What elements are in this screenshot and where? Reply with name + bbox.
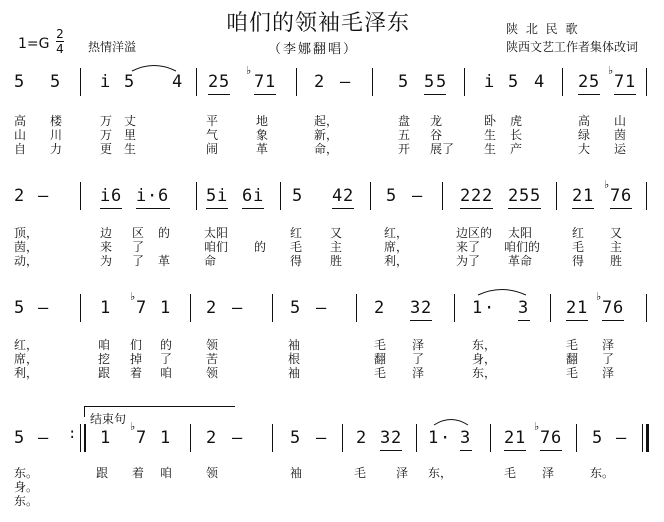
note: 5 bbox=[292, 186, 303, 206]
note: i bbox=[217, 186, 228, 206]
lyric: 自 bbox=[14, 142, 27, 156]
underline bbox=[254, 94, 276, 95]
dash: – bbox=[316, 298, 327, 318]
dash: – bbox=[316, 428, 327, 448]
lyric: 着 bbox=[130, 366, 143, 380]
flat-sign: ♭ bbox=[604, 178, 610, 191]
note: i bbox=[136, 186, 147, 206]
lyric: 领 bbox=[206, 338, 219, 352]
note: 5 bbox=[424, 72, 435, 92]
lyric: 东， bbox=[472, 338, 497, 352]
lyric: 地 bbox=[256, 114, 269, 128]
note: 2 bbox=[343, 186, 354, 206]
lyric: 苦 bbox=[206, 352, 219, 366]
barline bbox=[80, 424, 81, 452]
lyric: 顶， bbox=[14, 226, 39, 240]
lyric: 泽 bbox=[412, 338, 425, 352]
lyric: 身， bbox=[472, 352, 497, 366]
note: 2 bbox=[356, 428, 367, 448]
dash: – bbox=[616, 428, 627, 448]
note: 5 bbox=[508, 72, 519, 92]
song-title: 咱们的领袖毛泽东 bbox=[226, 11, 411, 36]
barline bbox=[642, 424, 643, 452]
lyric: 高 bbox=[578, 114, 591, 128]
note: 1 bbox=[577, 298, 588, 318]
lyric: 生 bbox=[484, 128, 497, 142]
time-signature bbox=[56, 28, 64, 55]
lyric: 毛 bbox=[290, 240, 303, 254]
lyric: 咱 bbox=[160, 366, 173, 380]
lyric: 毛 bbox=[374, 338, 387, 352]
note: 2 bbox=[572, 186, 583, 206]
lyric: 太阳 bbox=[204, 226, 229, 240]
lyric: 红， bbox=[14, 338, 39, 352]
note: i bbox=[484, 72, 495, 92]
lyric: 象 bbox=[256, 128, 269, 142]
note: 7 bbox=[540, 428, 551, 448]
barline bbox=[372, 68, 373, 96]
note: 2 bbox=[566, 298, 577, 318]
repeat-dots: : bbox=[68, 426, 77, 442]
lyric: 边区的 bbox=[456, 226, 493, 240]
lyric: 开 bbox=[398, 142, 411, 156]
barline bbox=[196, 68, 197, 96]
note: 3 bbox=[410, 298, 421, 318]
lyric: 运 bbox=[614, 142, 627, 156]
lyric: 席， bbox=[14, 352, 39, 366]
lyric: 五 bbox=[398, 128, 411, 142]
lyric: 身。 bbox=[14, 480, 39, 494]
lyric: 跟 bbox=[98, 366, 111, 380]
note: 5 bbox=[206, 186, 217, 206]
underline bbox=[380, 450, 402, 451]
note: 3 bbox=[460, 428, 471, 448]
lyric: 根 bbox=[288, 352, 301, 366]
lyric: 们 bbox=[130, 338, 143, 352]
lyric: 咱 bbox=[98, 338, 111, 352]
lyric: 咱们的 bbox=[504, 240, 541, 254]
lyric: 的 bbox=[158, 226, 171, 240]
note: 5 bbox=[219, 72, 230, 92]
slur bbox=[130, 62, 178, 72]
barline bbox=[80, 68, 81, 96]
barline bbox=[80, 294, 81, 322]
time-signature-bottom: 4 bbox=[56, 42, 64, 56]
lyric: 胜 bbox=[330, 254, 343, 268]
lyric: 挖 bbox=[98, 352, 111, 366]
lyric: 高 bbox=[14, 114, 27, 128]
note: 5 bbox=[398, 72, 409, 92]
flat-sign: ♭ bbox=[534, 420, 540, 433]
lyric: 大 bbox=[578, 142, 591, 156]
barline bbox=[454, 294, 455, 322]
lyric: 为了 bbox=[456, 254, 481, 268]
note: 2 bbox=[421, 298, 432, 318]
lyric: 泽 bbox=[602, 338, 615, 352]
note: 5 bbox=[124, 72, 135, 92]
underline bbox=[206, 208, 228, 209]
lyric: 毛 bbox=[572, 240, 585, 254]
lyric: 了 bbox=[132, 254, 145, 268]
lyric: 毛 bbox=[566, 338, 579, 352]
underline bbox=[136, 208, 170, 209]
lyric: 更 bbox=[100, 142, 113, 156]
lyric: 龙 bbox=[430, 114, 443, 128]
note: 5 bbox=[14, 428, 25, 448]
underline bbox=[410, 320, 432, 321]
lyric: 袖 bbox=[288, 338, 301, 352]
final-barline bbox=[646, 424, 649, 452]
flat-sign: ♭ bbox=[130, 420, 136, 433]
underline bbox=[614, 94, 636, 95]
lyric: 革 bbox=[256, 142, 269, 156]
lyric: 了 bbox=[160, 352, 173, 366]
note: 4 bbox=[332, 186, 343, 206]
note: 1 bbox=[100, 298, 111, 318]
note: 1 bbox=[515, 428, 526, 448]
barline bbox=[562, 68, 563, 96]
note: 1 bbox=[625, 72, 636, 92]
note: 5 bbox=[290, 298, 301, 318]
barline bbox=[342, 424, 343, 452]
dash: – bbox=[38, 298, 49, 318]
dash: – bbox=[340, 72, 351, 92]
lyric: 丈 bbox=[124, 114, 137, 128]
note: 4 bbox=[172, 72, 183, 92]
lyric: 毛 bbox=[374, 366, 387, 380]
lyric: 命 bbox=[204, 254, 217, 268]
note: 2 bbox=[391, 428, 402, 448]
lyric: 动， bbox=[14, 254, 39, 268]
flat-sign: ♭ bbox=[246, 64, 252, 77]
singer-credit: （李娜翻唱） bbox=[268, 42, 359, 57]
lyric: 长 bbox=[510, 128, 523, 142]
lyric: 了 bbox=[602, 352, 615, 366]
lyricist-credit: 陕西文艺工作者集体改词 bbox=[506, 40, 639, 54]
lyric: 万 bbox=[100, 114, 113, 128]
dot: · bbox=[440, 428, 451, 448]
lyric: 东。 bbox=[14, 466, 39, 480]
lyric: 里 bbox=[124, 128, 137, 142]
lyric: 新， bbox=[314, 128, 339, 142]
dash: – bbox=[412, 186, 423, 206]
lyric: 东。 bbox=[14, 494, 39, 508]
lyric: 咱 bbox=[160, 466, 173, 480]
underline bbox=[518, 320, 530, 321]
note: 2 bbox=[460, 186, 471, 206]
lyric: 袖 bbox=[288, 366, 301, 380]
note: i bbox=[253, 186, 264, 206]
underline bbox=[566, 320, 588, 321]
note: 1 bbox=[583, 186, 594, 206]
lyric: 毛 bbox=[504, 466, 517, 480]
barline bbox=[464, 68, 465, 96]
lyric: 山 bbox=[14, 128, 27, 142]
note: 2 bbox=[14, 186, 25, 206]
note: 5 bbox=[436, 72, 447, 92]
lyric: 领 bbox=[206, 466, 219, 480]
underline bbox=[540, 450, 562, 451]
flat-sign: ♭ bbox=[608, 64, 614, 77]
underline bbox=[460, 208, 493, 209]
lyric: 东， bbox=[428, 466, 453, 480]
underline bbox=[100, 208, 122, 209]
note: 5 bbox=[386, 186, 397, 206]
lyric: 红 bbox=[290, 226, 303, 240]
tempo-marking: 热情洋溢 bbox=[88, 40, 137, 54]
dot: · bbox=[484, 298, 495, 318]
underline bbox=[208, 94, 230, 95]
barline bbox=[550, 294, 551, 322]
lyric: 泽 bbox=[396, 466, 409, 480]
underline bbox=[424, 94, 446, 95]
underline bbox=[504, 450, 526, 451]
underline bbox=[578, 94, 600, 95]
barline bbox=[272, 294, 273, 322]
lyric: 了 bbox=[132, 240, 145, 254]
lyric: 产 bbox=[510, 142, 523, 156]
lyric: 万 bbox=[100, 128, 113, 142]
note: i bbox=[100, 186, 111, 206]
lyric: 生 bbox=[124, 142, 137, 156]
barline-thick bbox=[84, 424, 86, 452]
note: 6 bbox=[111, 186, 122, 206]
note: 5 bbox=[50, 72, 61, 92]
barline bbox=[416, 424, 417, 452]
lyric: 平 bbox=[206, 114, 219, 128]
underline bbox=[610, 208, 632, 209]
note: 5 bbox=[519, 186, 530, 206]
lyric: 来 bbox=[100, 240, 113, 254]
underline bbox=[572, 208, 594, 209]
note: 5 bbox=[14, 298, 25, 318]
lyric: 力 bbox=[50, 142, 63, 156]
lyric: 胜 bbox=[610, 254, 623, 268]
note: 4 bbox=[534, 72, 545, 92]
lyric: 泽 bbox=[602, 366, 615, 380]
lyric: 茵， bbox=[14, 240, 39, 254]
underline bbox=[602, 320, 624, 321]
barline bbox=[646, 68, 647, 96]
origin-credit: 陕 北 民 歌 bbox=[506, 22, 580, 36]
lyric: 又 bbox=[330, 226, 343, 240]
underline bbox=[332, 208, 354, 209]
barline bbox=[272, 424, 273, 452]
lyric: 革 bbox=[158, 254, 171, 268]
lyric: 席， bbox=[384, 240, 409, 254]
barline bbox=[576, 424, 577, 452]
note: 7 bbox=[254, 72, 265, 92]
note: 1 bbox=[428, 428, 439, 448]
lyric: 区 bbox=[132, 226, 145, 240]
lyric: 翻 bbox=[566, 352, 579, 366]
key-signature: 1=G bbox=[18, 36, 50, 52]
lyric: 边 bbox=[100, 226, 113, 240]
note: 2 bbox=[208, 72, 219, 92]
note: 3 bbox=[380, 428, 391, 448]
slur bbox=[432, 416, 470, 426]
barline bbox=[490, 424, 491, 452]
note: 2 bbox=[578, 72, 589, 92]
barline bbox=[646, 294, 647, 322]
barline bbox=[296, 68, 297, 96]
lyric: 卧 bbox=[484, 114, 497, 128]
lyric: 虎 bbox=[510, 114, 523, 128]
lyric: 袖 bbox=[290, 466, 303, 480]
flat-sign: ♭ bbox=[130, 290, 136, 303]
lyric: 起， bbox=[314, 114, 339, 128]
lyric: 绿 bbox=[578, 128, 591, 142]
lyric: 山 bbox=[614, 114, 627, 128]
note: 2 bbox=[374, 298, 385, 318]
lyric: 主 bbox=[330, 240, 343, 254]
ending-label: 结束句 bbox=[90, 412, 127, 426]
note: 7 bbox=[602, 298, 613, 318]
lyric: 革命 bbox=[508, 254, 533, 268]
lyric: 为 bbox=[100, 254, 113, 268]
note: 1 bbox=[472, 298, 483, 318]
note: 6 bbox=[613, 298, 624, 318]
lyric: 领 bbox=[206, 366, 219, 380]
flat-sign: ♭ bbox=[596, 290, 602, 303]
lyric: 命， bbox=[314, 142, 339, 156]
lyric: 太阳 bbox=[508, 226, 533, 240]
barline bbox=[80, 182, 81, 210]
underline bbox=[242, 208, 264, 209]
barline bbox=[556, 182, 557, 210]
lyric: 生 bbox=[484, 142, 497, 156]
note: 5 bbox=[530, 186, 541, 206]
barline bbox=[190, 424, 191, 452]
note: 3 bbox=[518, 298, 529, 318]
barline bbox=[356, 294, 357, 322]
note: 2 bbox=[314, 72, 325, 92]
lyric: 茵 bbox=[614, 128, 627, 142]
lyric: 毛 bbox=[354, 466, 367, 480]
barline bbox=[280, 182, 281, 210]
lyric: 跟 bbox=[96, 466, 109, 480]
lyric: 着 bbox=[132, 466, 145, 480]
dash: – bbox=[38, 428, 49, 448]
lyric: 气 bbox=[206, 128, 219, 142]
time-signature-top: 2 bbox=[56, 27, 64, 41]
lyric: 展了 bbox=[430, 142, 455, 156]
note: 1 bbox=[160, 298, 171, 318]
note: 5 bbox=[592, 428, 603, 448]
lyric: 的 bbox=[254, 240, 267, 254]
underline bbox=[508, 208, 541, 209]
underline bbox=[460, 450, 472, 451]
lyric: 红 bbox=[572, 226, 585, 240]
lyric: 利， bbox=[384, 254, 409, 268]
lyric: 川 bbox=[50, 128, 63, 142]
note: 2 bbox=[206, 298, 217, 318]
lyric: 掉 bbox=[130, 352, 143, 366]
note: 1 bbox=[160, 428, 171, 448]
note: 2 bbox=[508, 186, 519, 206]
lyric: 了 bbox=[412, 352, 425, 366]
lyric: 东。 bbox=[590, 466, 615, 480]
lyric: 翻 bbox=[374, 352, 387, 366]
lyric: 红， bbox=[384, 226, 409, 240]
dash: – bbox=[232, 298, 243, 318]
lyric: 的 bbox=[160, 338, 173, 352]
barline bbox=[646, 182, 647, 210]
note: 2 bbox=[482, 186, 493, 206]
note: 6 bbox=[551, 428, 562, 448]
lyric: 利， bbox=[14, 366, 39, 380]
note: 2 bbox=[504, 428, 515, 448]
dash: – bbox=[38, 186, 49, 206]
barline bbox=[442, 182, 443, 210]
note: 7 bbox=[614, 72, 625, 92]
lyric: 盘 bbox=[398, 114, 411, 128]
lyric: 得 bbox=[290, 254, 303, 268]
barline bbox=[196, 182, 197, 210]
lyric: 泽 bbox=[412, 366, 425, 380]
lyric: 毛 bbox=[566, 366, 579, 380]
barline bbox=[370, 182, 371, 210]
note: 2 bbox=[471, 186, 482, 206]
slur bbox=[476, 286, 528, 296]
lyric: 得 bbox=[572, 254, 585, 268]
lyric: 东， bbox=[472, 366, 497, 380]
note: 6 bbox=[158, 186, 169, 206]
note: 7 bbox=[136, 428, 147, 448]
lyric: 楼 bbox=[50, 114, 63, 128]
lyric: 泽 bbox=[542, 466, 555, 480]
note: 6 bbox=[621, 186, 632, 206]
lyric: 咱们 bbox=[204, 240, 229, 254]
note: 7 bbox=[610, 186, 621, 206]
dot: · bbox=[147, 186, 158, 206]
lyric: 来了 bbox=[456, 240, 481, 254]
lyric: 又 bbox=[610, 226, 623, 240]
lyric: 主 bbox=[610, 240, 623, 254]
lyric: 闹 bbox=[206, 142, 219, 156]
lyric: 谷 bbox=[430, 128, 443, 142]
barline bbox=[190, 294, 191, 322]
note: 6 bbox=[242, 186, 253, 206]
note: 5 bbox=[290, 428, 301, 448]
dash: – bbox=[232, 428, 243, 448]
note: 5 bbox=[589, 72, 600, 92]
note: i bbox=[100, 72, 111, 92]
note: 2 bbox=[206, 428, 217, 448]
note: 1 bbox=[100, 428, 111, 448]
note: 7 bbox=[136, 298, 147, 318]
note: 1 bbox=[265, 72, 276, 92]
note: 5 bbox=[14, 72, 25, 92]
